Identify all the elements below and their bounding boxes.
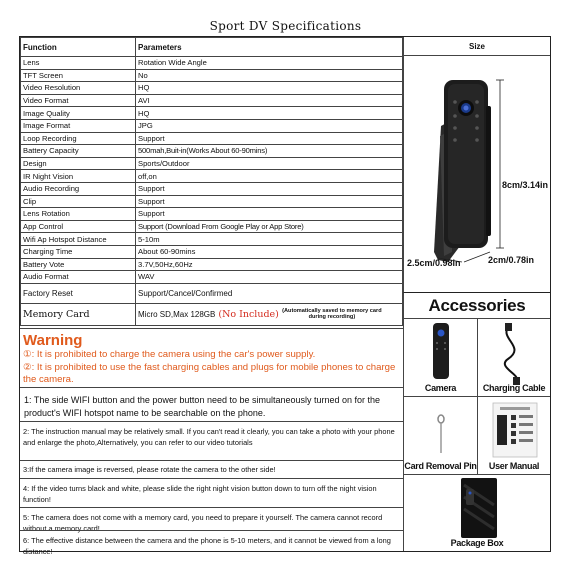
depth-dimension: 2cm/0.78in <box>488 255 535 265</box>
table-row <box>21 208 403 221</box>
accessory-package-box <box>403 475 550 551</box>
function-cell: Clip <box>21 195 136 208</box>
accessory-label: Package Box <box>450 538 504 548</box>
spec-sheet <box>19 36 551 556</box>
function-cell: Image Quality <box>21 107 136 120</box>
function-cell: TFT Screen <box>21 69 136 82</box>
parameter-cell: 5-10m <box>136 233 403 246</box>
table-row <box>21 233 403 246</box>
parameter-cell: JPG <box>136 119 403 132</box>
function-cell: Battery Capacity <box>21 145 136 158</box>
table-row <box>21 107 403 120</box>
accessory-label: Charging Cable <box>482 383 546 393</box>
parameter-cell: Support <box>136 132 403 145</box>
function-cell: Audio Format <box>21 271 136 284</box>
memory-value: Micro SD,Max 128GB <box>138 309 216 319</box>
table-row <box>21 57 403 70</box>
parameter-cell: AVI <box>136 94 403 107</box>
table-row <box>21 258 403 271</box>
function-cell: Memory Card <box>21 303 136 325</box>
table-row <box>21 195 403 208</box>
parameter-cell: Support (Download From Google Play or App Store) <box>136 220 403 233</box>
height-dimension: 8cm/3.14in <box>502 180 549 190</box>
function-cell: Image Format <box>21 119 136 132</box>
accessory-camera <box>403 319 477 397</box>
function-cell: Lens Rotation <box>21 208 136 221</box>
function-cell: Wifi Ap Hotspot Distance <box>21 233 136 246</box>
parameter-cell: Support <box>136 195 403 208</box>
accessory-label: Card Removal Pin <box>404 461 477 471</box>
table-row <box>21 69 403 82</box>
width-dimension: 2.5cm/0.98in <box>407 258 461 268</box>
function-cell: Video Resolution <box>21 82 136 95</box>
table-row <box>21 271 403 284</box>
function-cell: Factory Reset <box>21 283 136 303</box>
parameter-cell: HQ <box>136 82 403 95</box>
function-cell: Charging Time <box>21 245 136 258</box>
parameter-cell: 3.7V,50Hz,60Hz <box>136 258 403 271</box>
table-row <box>21 94 403 107</box>
note-6: 6: The effective distance between the camera and the phone is 5-10 meters, and it cannot be viewed from a long distance! <box>20 530 403 553</box>
table-row <box>21 303 403 325</box>
table-row <box>21 119 403 132</box>
table-row <box>21 82 403 95</box>
parameter-cell: Rotation Wide Angle <box>136 57 403 70</box>
table-row <box>21 145 403 158</box>
parameter-cell: WAV <box>136 271 403 284</box>
page-title: Sport DV Specifications <box>209 19 362 33</box>
note-4: 4: If the video turns black and white, please slide the right night vision button down to turn off the night vision function! <box>20 478 403 507</box>
parameter-cell: About 60-90mins <box>136 245 403 258</box>
note-1: 1: The side WIFI button and the power button need to be simultaneously turned on for the product's WIFI hotspot name to be searchable on the phone. <box>20 387 403 421</box>
accessory-label: User Manual <box>488 461 540 471</box>
parameter-cell: Support/Cancel/Confirmed <box>136 283 403 303</box>
table-row <box>21 182 403 195</box>
function-cell: IR Night Vision <box>21 170 136 183</box>
table-row <box>21 245 403 258</box>
accessory-card-removal-pin <box>403 397 477 475</box>
size-diagram <box>403 56 550 292</box>
parameter-cell: Sports/Outdoor <box>136 157 403 170</box>
parameter-cell: HQ <box>136 107 403 120</box>
header-function: Function <box>21 38 136 57</box>
table-row <box>21 157 403 170</box>
size-header: Size <box>403 37 550 56</box>
parameter-cell: Support <box>136 182 403 195</box>
parameter-cell: 500mah,Buit-in(Works About 60-90mins) <box>136 145 403 158</box>
table-row <box>21 283 403 303</box>
note-5: 5: The camera does not come with a memory card, you need to prepare it yourself. The camera cannot record without a memory card! <box>20 507 403 530</box>
parameter-cell: Support <box>136 208 403 221</box>
parameter-cell: off,on <box>136 170 403 183</box>
parameter-cell <box>136 303 403 325</box>
function-cell: Loop Recording <box>21 132 136 145</box>
function-cell: Video Format <box>21 94 136 107</box>
table-header <box>21 38 403 57</box>
function-cell: Design <box>21 157 136 170</box>
table-row <box>21 132 403 145</box>
table-row <box>21 170 403 183</box>
warning-title: Warning <box>23 332 83 349</box>
accessory-user-manual <box>477 397 550 475</box>
note-3: 3:If the camera image is reversed, please rotate the camera to the other side! <box>20 460 403 478</box>
warning-line-2: ②: It is prohibited to use the fast charging cables and plugs for mobile phones to charge the camera. <box>23 361 396 385</box>
header-parameters: Parameters <box>136 38 403 57</box>
function-cell: Lens <box>21 57 136 70</box>
auto-save-note: (Automatically saved to memory card during recording) <box>282 307 382 321</box>
no-include-note: (No Include) <box>218 308 279 320</box>
note-2: 2: The instruction manual may be relatively small. If you can't read it clearly, you can take a photo with your phone and enlarge the photo,Alternatively, you can refer to our video tutorials <box>20 421 403 460</box>
function-cell: App Control <box>21 220 136 233</box>
parameter-cell: No <box>136 69 403 82</box>
accessories-title: Accessories <box>403 292 550 319</box>
table-row <box>21 220 403 233</box>
function-cell: Audio Recording <box>21 182 136 195</box>
function-cell: Battery Vote <box>21 258 136 271</box>
accessory-charging-cable <box>477 319 550 397</box>
accessory-label: Camera <box>424 383 457 393</box>
warning-line-1: ①: It is prohibited to charge the camera using the car's power supply. <box>23 349 316 360</box>
spec-table <box>20 37 403 326</box>
